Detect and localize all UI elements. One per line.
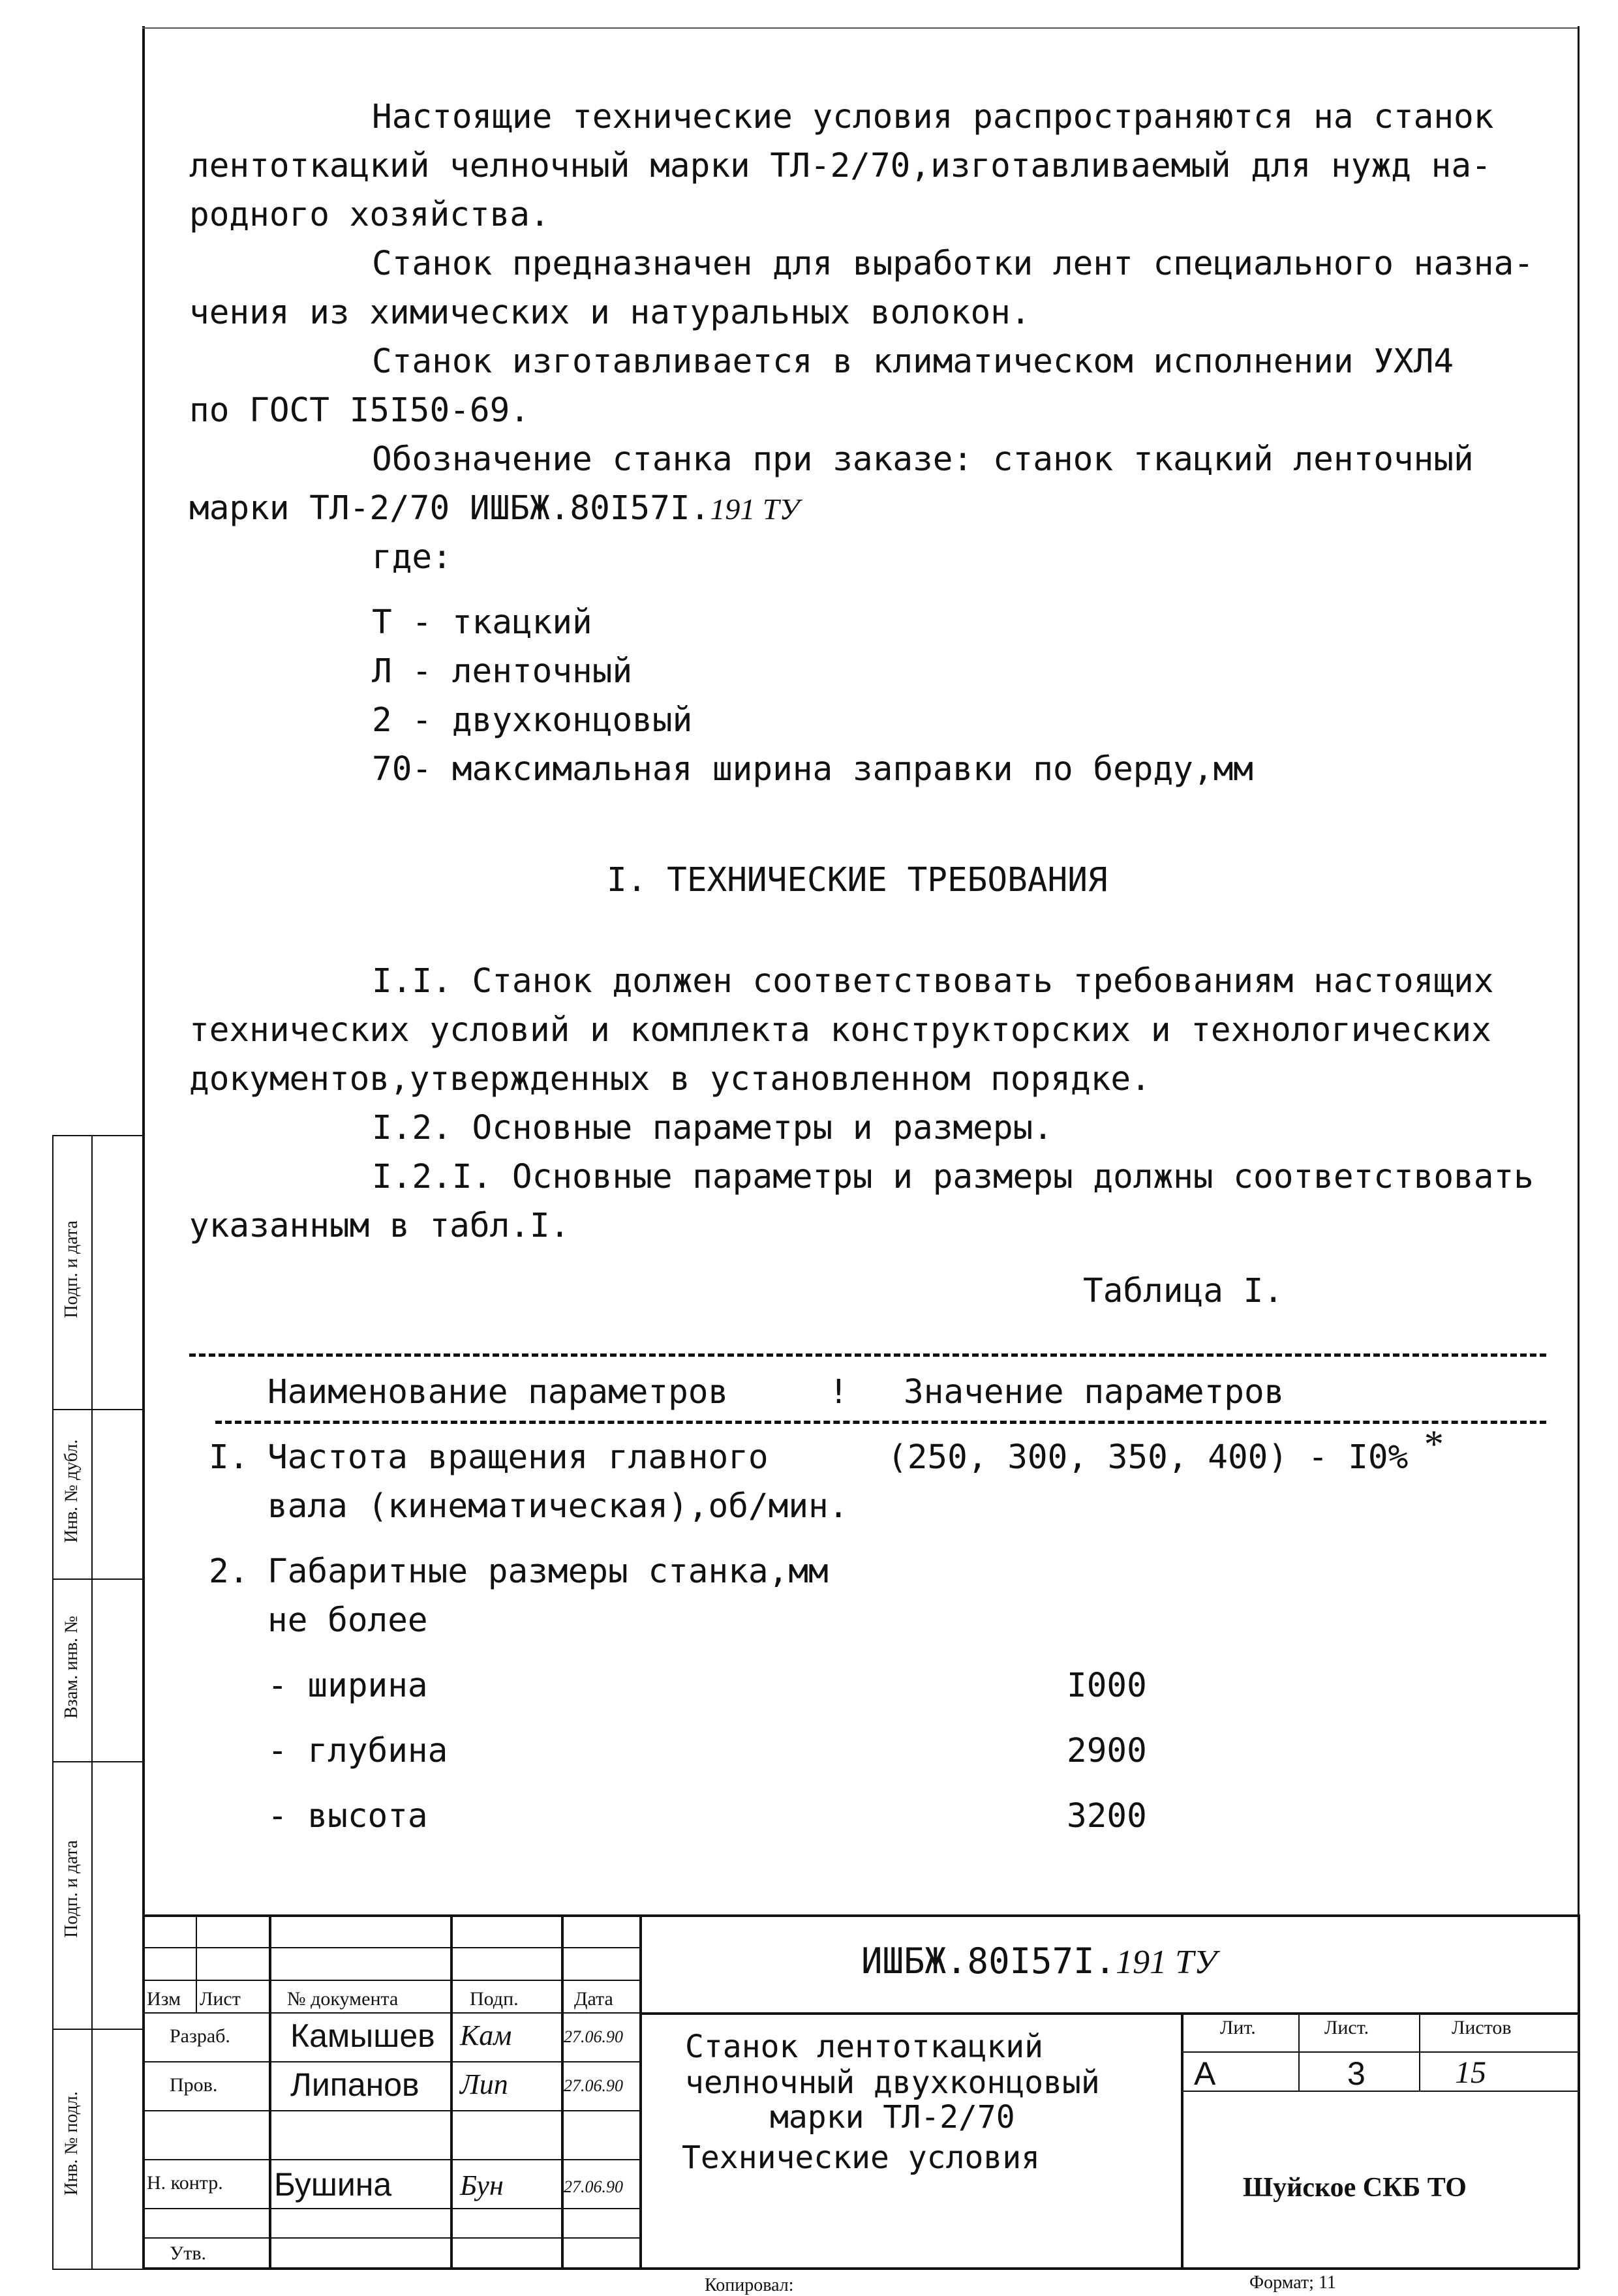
intro-line: лентоткацкий челночный марки ТЛ-2/70,изготавливаемый для нужд на- (189, 147, 1491, 185)
tb-lit-value: А (1194, 2055, 1216, 2092)
tb-signature: Бун (460, 2169, 504, 2201)
tb-sheets-label: Листов (1452, 2017, 1512, 2038)
tb-signature: Кам (460, 2019, 512, 2051)
tb-role: Утв. (170, 2243, 207, 2264)
table-top-rule (189, 1353, 1546, 1357)
tb-header-izm: Изм (147, 1988, 181, 2010)
intro-line: чения из химических и натуральных волокон. (189, 294, 1031, 332)
table-header-name: Наименование параметров (267, 1373, 729, 1412)
footer-format: Формат; 11 (1249, 2273, 1336, 2293)
intro-line (189, 489, 799, 528)
intro-line: по ГОСТ I5I50-69. (189, 391, 530, 430)
table-caption: Таблица I. (1083, 1272, 1284, 1310)
section-line: указанным в табл.I. (189, 1207, 570, 1245)
intro-line: Обозначение станка при заказе: станок ткацкий ленточный (372, 440, 1474, 479)
tb-sheet-label: Лист. (1324, 2017, 1369, 2038)
tb-header-podp: Подп. (470, 1988, 519, 2010)
margin-podp-data-bottom: Подп. и дата (61, 1840, 82, 1938)
legend-item: 2 - двухконцовый (372, 701, 693, 740)
table-row-name: Габаритные размеры станка,мм (267, 1552, 829, 1591)
tb-sheets-value: 15 (1455, 2055, 1486, 2090)
tb-signature: Лип (460, 2068, 508, 2100)
tb-sheet-value: 3 (1347, 2055, 1366, 2092)
tb-header-doc: № документа (287, 1988, 399, 2010)
page-frame-right (1578, 26, 1580, 1918)
footnote-asterisk: * (1422, 1423, 1442, 1466)
table-row-number: I. (209, 1438, 249, 1477)
section-line: технических условий и комплекта конструкторских и технологических (189, 1011, 1491, 1050)
tb-name: Бушина (274, 2166, 392, 2203)
table-row-name: не более (267, 1601, 428, 1640)
margin-vzam-inv: Взам. инв. № (61, 1616, 82, 1719)
tb-role: Н. контр. (147, 2172, 223, 2194)
intro-line: Настоящие технические условия распространяются на станок (372, 98, 1494, 136)
tb-doc-code-handwritten: 191 ТУ (1116, 1944, 1217, 1981)
table-dim-value: 2900 (1067, 1732, 1147, 1770)
table-row-number: 2. (209, 1552, 249, 1591)
legend-item: Л - ленточный (372, 652, 633, 691)
intro-line: родного хозяйства. (189, 196, 550, 234)
order-code-typed: марки ТЛ-2/70 ИШБЖ.80I57I. (189, 489, 710, 528)
tb-doc-code (861, 1941, 1217, 1982)
table-dim-value: I000 (1067, 1667, 1147, 1705)
margin-inv-podl: Инв. № подл. (61, 2091, 82, 2196)
margin-inv-dubl: Инв. № дубл. (61, 1439, 82, 1543)
table-dim-name: - ширина (267, 1667, 428, 1705)
table-row-value: (250, 300, 350, 400) - I0% (887, 1438, 1409, 1477)
tb-role: Разраб. (170, 2025, 230, 2047)
intro-line: Станок изготавливается в климатическом исполнении УХЛ4 (372, 342, 1454, 381)
tb-doc-type: Технические условия (682, 2139, 1041, 2176)
table-dim-value: 3200 (1067, 1797, 1147, 1835)
tb-name: Липанов (290, 2066, 420, 2103)
table-header-value: Значение параметров (904, 1373, 1285, 1412)
order-code-handwritten: 191 ТУ (710, 492, 800, 526)
table-header-rule (215, 1421, 1546, 1424)
table-header-separator: ! (829, 1373, 849, 1412)
section-line: I.I. Станок должен соответствовать требованиям настоящих (372, 962, 1494, 1001)
legend-item: Т - ткацкий (372, 603, 592, 642)
footer-copied: Копировал: (705, 2275, 794, 2295)
tb-product-name: челночный двухконцовый (685, 2064, 1100, 2101)
section-line: I.2. Основные параметры и размеры. (372, 1109, 1053, 1147)
table-row-name: вала (кинематическая),об/мин. (267, 1487, 849, 1526)
tb-date: 27.06.90 (564, 2177, 623, 2196)
tb-lit-label: Лит. (1220, 2017, 1256, 2038)
section-title: I. ТЕХНИЧЕСКИЕ ТРЕБОВАНИЯ (607, 861, 1108, 899)
where-label: где: (372, 538, 452, 577)
page-frame-left (142, 26, 145, 2270)
tb-header-list: Лист (200, 1988, 241, 2010)
tb-date: 27.06.90 (564, 2076, 623, 2095)
tb-date: 27.06.90 (564, 2027, 623, 2046)
margin-podp-data-top: Подп. и дата (61, 1220, 82, 1318)
tb-organization: Шуйское СКБ ТО (1243, 2173, 1467, 2203)
tb-header-data: Дата (574, 1988, 613, 2010)
tb-product-name: марки ТЛ-2/70 (770, 2099, 1015, 2136)
legend-item: 70- максимальная ширина заправки по берду,мм (372, 750, 1254, 789)
tb-role: Пров. (170, 2074, 218, 2096)
page-frame-top (142, 27, 1578, 29)
table-dim-name: - глубина (267, 1732, 448, 1770)
tb-product-name: Станок лентоткацкий (685, 2029, 1044, 2065)
section-line: I.2.I. Основные параметры и размеры должны соответствовать (372, 1158, 1534, 1196)
intro-line: Станок предназначен для выработки лент специального назна- (372, 245, 1534, 283)
tb-name: Камышев (290, 2017, 435, 2054)
section-line: документов,утвержденных в установленном порядке. (189, 1060, 1151, 1098)
table-row-name: Частота вращения главного (267, 1438, 769, 1477)
table-dim-name: - высота (267, 1797, 428, 1835)
tb-doc-code-typed: ИШБЖ.80I57I. (861, 1941, 1116, 1982)
